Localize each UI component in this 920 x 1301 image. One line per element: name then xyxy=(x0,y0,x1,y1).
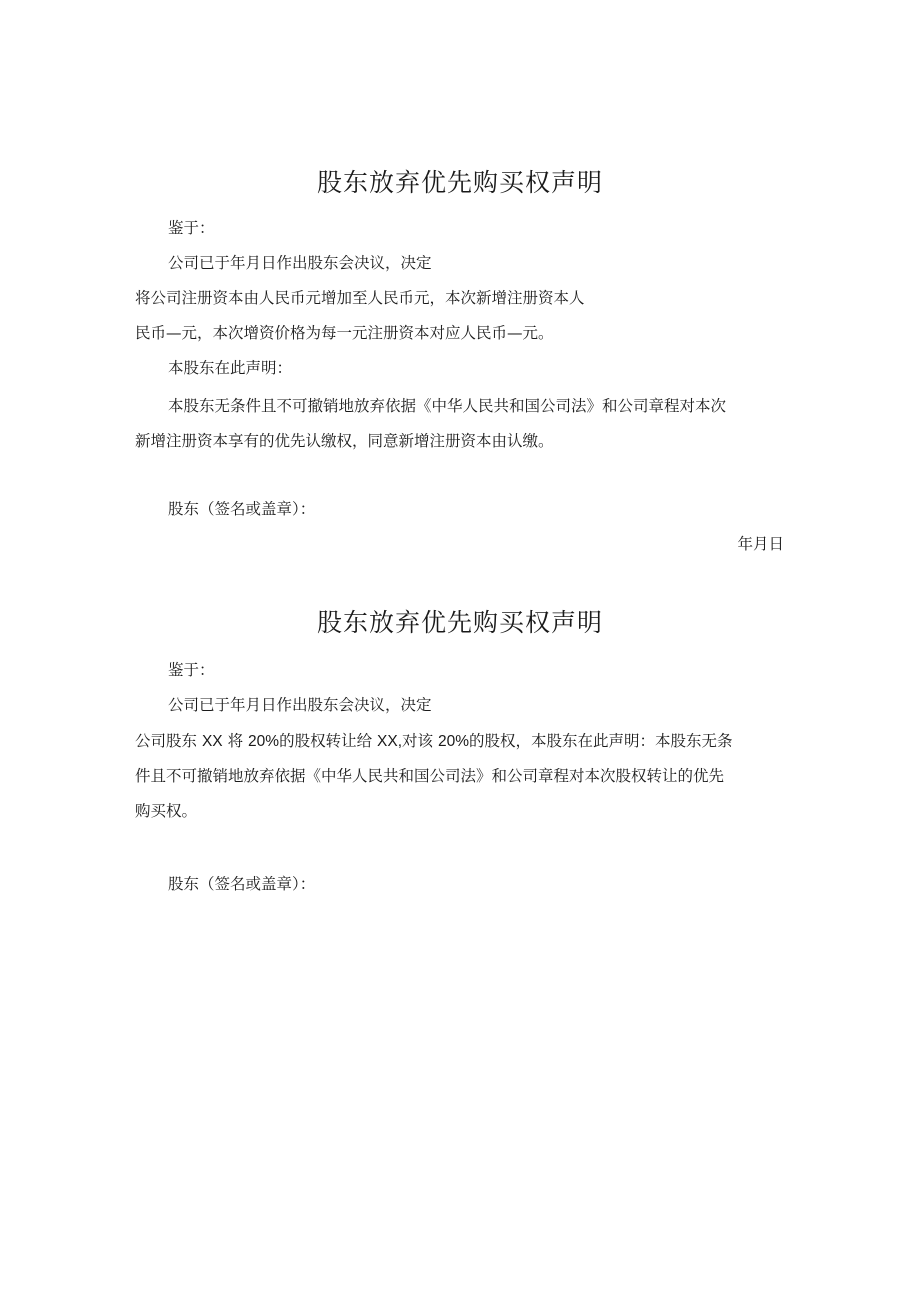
section1-declare: 本股东在此声明： xyxy=(168,359,293,377)
section2-whereas: 鉴于： xyxy=(168,661,215,679)
text-span: 的股权转让给 xyxy=(279,732,373,750)
text-span-latin: XX, xyxy=(377,733,402,750)
section1-title: 股东放弃优先购买权声明 xyxy=(316,168,603,197)
section1-para2-line1: 本股东无条件且不可撤销地放弃依据《中华人民共和国公司法》和公司章程对本次 xyxy=(168,397,727,415)
text-span: 公司股东 xyxy=(135,732,198,750)
section2-para2-line1 xyxy=(135,730,733,753)
section2-para2-line2: 件且不可撤销地放弃依据《中华人民共和国公司法》和公司章程对本次股权转让的优先 xyxy=(135,767,725,785)
section1-date: 年月日 xyxy=(737,535,784,553)
section2-title: 股东放弃优先购买权声明 xyxy=(316,608,603,637)
text-span: 的股权，本股东在此声明：本股东无条 xyxy=(468,732,733,750)
section2-para1-line1: 公司已于年月日作出股东会决议，决定 xyxy=(168,696,432,714)
text-span-latin: XX xyxy=(201,733,223,750)
text-span: 将 xyxy=(227,732,244,750)
text-span-latin: 20% xyxy=(248,733,280,750)
section1-para1-line3: 民币—元，本次增资价格为每一元注册资本对应人民币—元。 xyxy=(135,324,554,342)
section1-whereas: 鉴于： xyxy=(168,219,215,237)
text-span: 对该 xyxy=(402,732,434,750)
text-span-latin: 20% xyxy=(437,733,469,750)
section1-para1-line1: 公司已于年月日作出股东会决议，决定 xyxy=(168,254,432,272)
section2-para2-line3: 购买权。 xyxy=(135,802,198,820)
section2-signature: 股东（签名或盖章）： xyxy=(168,875,316,893)
section1-signature: 股东（签名或盖章）： xyxy=(168,500,316,518)
section1-para1-line2: 将公司注册资本由人民币元增加至人民币元，本次新增注册资本人 xyxy=(135,289,585,307)
section1-para2-line2: 新增注册资本享有的优先认缴权，同意新增注册资本由认缴。 xyxy=(135,432,554,450)
